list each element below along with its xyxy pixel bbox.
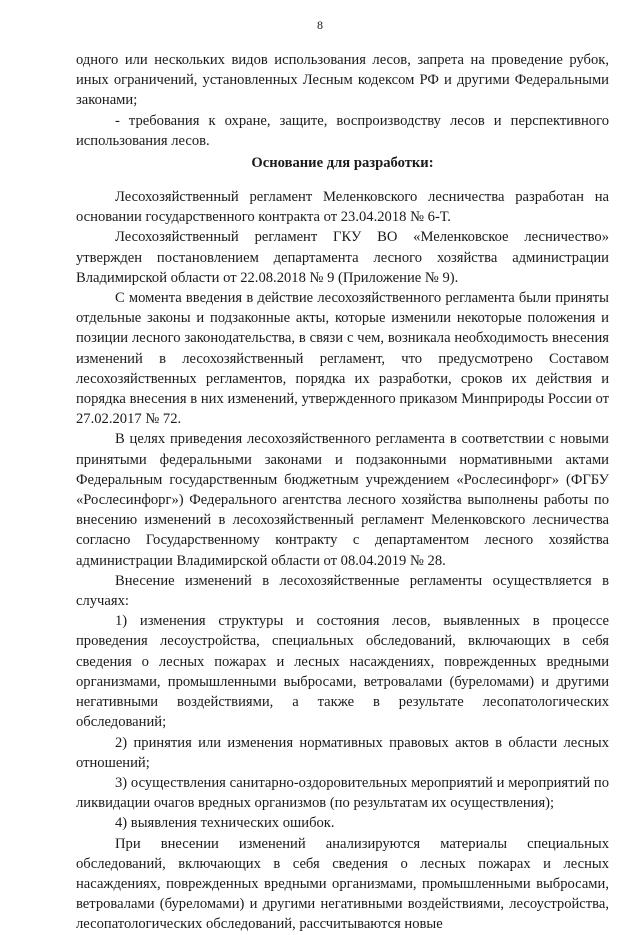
list-item: 3) осуществления санитарно-оздоровительных мероприятий и мероприятий по ликвидации очагов вредных организмов (по результатам их осуществления);: [76, 774, 609, 812]
list-item: 1) изменения структуры и состояния лесов, выявленных в процессе проведения лесоустройства, специальных обследований, включающих в себя сведения о лесных пожарах и лесных насаждениях, поврежденных вредными организмами, промышленными выбросами, ветровалами (буреломами) и другими негативными воздействиями, а также в результате лесопатологических обследований;: [76, 613, 609, 731]
paragraph: Внесение изменений в лесохозяйственные регламенты осуществляется в случаях:: [76, 572, 609, 610]
section-heading: Основание для разработки:: [251, 155, 434, 172]
paragraph: одного или нескольких видов использования лесов, запрета на проведение рубок, иных ограничений, установленных Лесным кодексом РФ и другими Федеральными законами;: [76, 52, 609, 109]
paragraph: - требования к охране, защите, воспроизводству лесов и перспективного использования лесов.: [76, 112, 609, 149]
paragraph: Лесохозяйственный регламент Меленковского лесничества разработан на основании государственного контракта от 23.04.2018 № 6-Т.: [76, 189, 609, 226]
document-body: [76, 50, 609, 935]
paragraph: При внесении изменений анализируются материалы специальных обследований, включающих в себя сведения о лесных пожарах и лесных насаждениях, поврежденных вредными организмами, промышленными выбросами, ветровалами (буреломами) и другими негативными воздействиями, лесоустройства, лесопатологических обследований, рассчитываются новые: [76, 835, 609, 933]
paragraph: В целях приведения лесохозяйственного регламента в соответствии с новыми принятыми федеральными законами и подзаконными нормативными актами Федеральным государственным бюджетным учреждением «Рослесинфорг» (ФГБУ «Рослесинфорг») Федерального агентства лесного хозяйства выполнены работы по внесению изменений в лесохозяйственный регламент Меленковского лесничества согласно Государственному контракту с департаментом лесного хозяйства администрации Владимирской области от 08.04.2019 № 28.: [76, 431, 609, 569]
list-item: 2) принятия или изменения нормативных правовых актов в области лесных отношений;: [76, 734, 609, 771]
paragraph: С момента введения в действие лесохозяйственного регламента были приняты отдельные законы и подзаконные акты, которые изменили некоторые положения и позиции лесного законодательства, в связи с чем, возникала необходимость внесения изменений в лесохозяйственный регламент, что предусмотрено Составом лесохозяйственных регламентов, порядка их разработки, сроков их действия и порядка внесения в них изменений, утвержденного приказом Минприроды России от 27.02.2017 № 72.: [76, 290, 609, 428]
list-item: 4) выявления технических ошибок.: [115, 815, 335, 832]
page-number: 8: [317, 18, 323, 32]
paragraph: Лесохозяйственный регламент ГКУ ВО «Меленковское лесничество» утвержден постановлением департамента лесного хозяйства администрации Владимирской области от 22.08.2018 № 9 (Приложение № 9).: [76, 229, 609, 286]
